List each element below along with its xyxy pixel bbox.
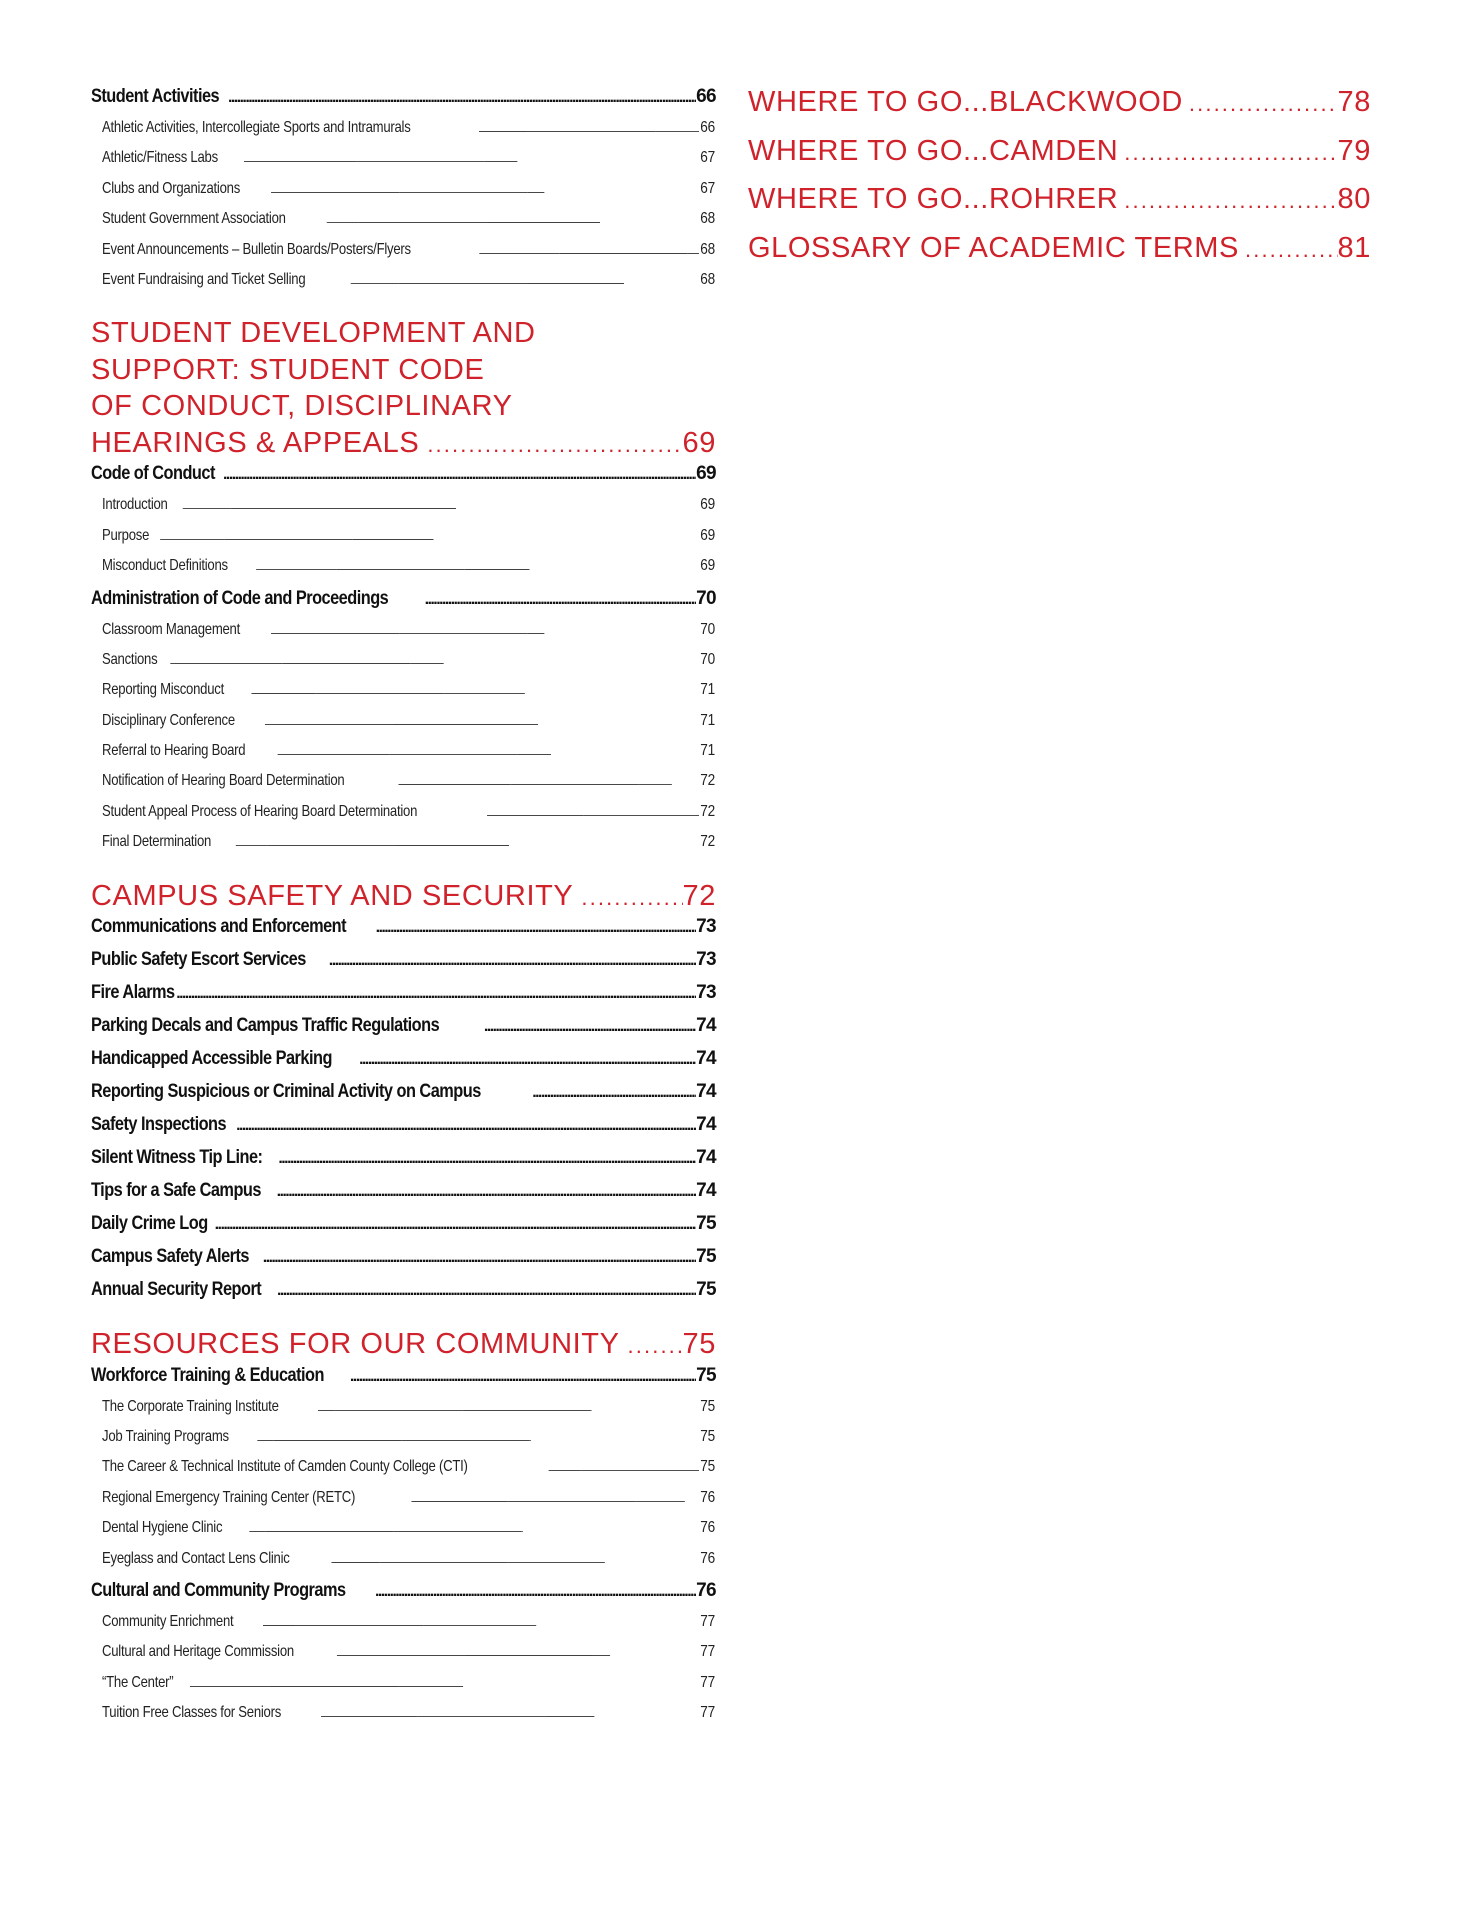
leader-dots bbox=[581, 878, 682, 917]
entry-title: Daily Crime Log bbox=[91, 1213, 208, 1235]
heading-line: SUPPORT: STUDENT CODE bbox=[91, 353, 485, 386]
toc-subentry[interactable] bbox=[91, 180, 716, 210]
toc-right-column bbox=[748, 84, 1371, 278]
page-number: 66 bbox=[696, 86, 716, 107]
heading-text: CAMPUS SAFETY AND SECURITY bbox=[91, 879, 574, 912]
section-heading-student-development[interactable] bbox=[91, 315, 716, 463]
page-number: 68 bbox=[700, 270, 715, 288]
page-number: 74 bbox=[696, 1015, 716, 1037]
toc-subentry[interactable] bbox=[91, 1643, 716, 1673]
toc-subentry[interactable] bbox=[91, 712, 716, 742]
page-number: 69 bbox=[682, 426, 716, 459]
heading-text: WHERE TO GO...BLACKWOOD bbox=[748, 86, 1183, 118]
page-number: 75 bbox=[682, 1328, 716, 1361]
page-number: 69 bbox=[696, 463, 716, 485]
page-number: 76 bbox=[700, 1519, 715, 1537]
toc-subentry[interactable] bbox=[91, 271, 716, 301]
page-number: 66 bbox=[700, 119, 715, 136]
entry-title: Sanctions bbox=[102, 650, 158, 668]
leader-dots bbox=[243, 149, 698, 167]
page-number: 67 bbox=[700, 179, 715, 197]
entry-title: Introduction bbox=[102, 496, 168, 514]
leader-dots bbox=[317, 1398, 698, 1416]
leader-dots bbox=[1124, 133, 1337, 172]
toc-entry[interactable] bbox=[91, 1279, 716, 1312]
page-number: 74 bbox=[696, 1114, 716, 1136]
toc-subentry[interactable] bbox=[91, 651, 716, 681]
heading-text: WHERE TO GO...CAMDEN bbox=[748, 134, 1119, 167]
leader-dots bbox=[329, 949, 696, 971]
entry-title: Dental Hygiene Clinic bbox=[102, 1519, 223, 1537]
leader-dots bbox=[264, 712, 699, 730]
page-number: 71 bbox=[700, 711, 715, 729]
toc-subentry[interactable] bbox=[91, 527, 716, 557]
entry-title: Handicapped Accessible Parking bbox=[91, 1048, 332, 1070]
entry-title: Student Appeal Process of Hearing Board Determination bbox=[102, 802, 418, 820]
entry-title: The Career & Technical Institute of Camden County College (CTI) bbox=[102, 1458, 468, 1476]
leader-dots bbox=[1245, 230, 1338, 269]
page-number: 75 bbox=[696, 1364, 716, 1386]
toc-subentry[interactable] bbox=[91, 833, 716, 863]
toc-left-column bbox=[91, 86, 716, 1735]
leader-dots bbox=[1189, 84, 1338, 123]
page-number: 79 bbox=[1337, 134, 1371, 167]
entry-title: Student Government Association bbox=[102, 210, 286, 228]
toc-subentry[interactable] bbox=[91, 621, 716, 651]
entry-title: Safety Inspections bbox=[91, 1114, 227, 1136]
heading-line: OF CONDUCT, DISCIPLINARY bbox=[91, 390, 513, 423]
heading-text: RESOURCES FOR OUR COMMUNITY bbox=[91, 1328, 620, 1361]
page-number: 71 bbox=[700, 742, 715, 760]
page-number: 67 bbox=[700, 149, 715, 167]
page-number: 73 bbox=[696, 982, 716, 1004]
toc-subentry[interactable] bbox=[91, 1674, 716, 1704]
leader-dots bbox=[249, 1519, 699, 1537]
page-number: 74 bbox=[696, 1180, 716, 1202]
entry-title: Disciplinary Conference bbox=[102, 711, 235, 729]
page-number: 81 bbox=[1337, 231, 1371, 264]
leader-dots bbox=[486, 803, 698, 821]
toc-subentry[interactable] bbox=[91, 1613, 716, 1643]
entry-title: Annual Security Report bbox=[91, 1279, 262, 1301]
toc-entry[interactable] bbox=[91, 1048, 716, 1081]
page-number: 77 bbox=[700, 1704, 715, 1722]
leader-dots bbox=[320, 1704, 698, 1722]
page-number: 70 bbox=[696, 587, 716, 609]
entry-title: Silent Witness Tip Line: bbox=[91, 1147, 263, 1169]
page-number: 69 bbox=[700, 557, 715, 575]
toc-subentry[interactable] bbox=[91, 149, 716, 179]
leader-dots bbox=[548, 1458, 699, 1476]
page-number: 72 bbox=[700, 802, 715, 820]
leader-dots bbox=[427, 425, 682, 464]
leader-dots bbox=[263, 1246, 696, 1268]
page-number: 75 bbox=[696, 1213, 716, 1235]
toc-subentry[interactable] bbox=[91, 1519, 716, 1549]
entry-title: Referral to Hearing Board bbox=[102, 742, 246, 760]
leader-dots bbox=[479, 241, 699, 259]
toc-heading-where-camden[interactable] bbox=[748, 133, 1371, 182]
heading-last-line bbox=[91, 425, 716, 464]
leader-dots bbox=[277, 1279, 696, 1301]
entry-title: “The Center” bbox=[102, 1673, 174, 1691]
toc-subentry[interactable] bbox=[91, 496, 716, 526]
leader-dots bbox=[189, 1674, 699, 1692]
toc-subentry[interactable] bbox=[91, 1428, 716, 1458]
leader-dots bbox=[170, 651, 699, 669]
leader-dots bbox=[236, 1114, 696, 1136]
page-number: 73 bbox=[696, 916, 716, 938]
heading-line: HEARINGS & APPEALS bbox=[91, 426, 420, 459]
toc-subentry[interactable] bbox=[91, 1704, 716, 1734]
entry-title: Fire Alarms bbox=[91, 982, 175, 1004]
page-number: 70 bbox=[700, 620, 715, 638]
entry-title: Workforce Training & Education bbox=[91, 1364, 324, 1386]
toc-subentry[interactable] bbox=[91, 681, 716, 711]
page-number: 74 bbox=[696, 1048, 716, 1070]
heading-text: GLOSSARY OF ACADEMIC TERMS bbox=[748, 231, 1239, 264]
page-number: 71 bbox=[700, 681, 715, 699]
leader-dots bbox=[257, 1428, 699, 1446]
leader-dots bbox=[350, 1365, 696, 1387]
toc-subentry[interactable] bbox=[91, 1489, 716, 1519]
page-number: 75 bbox=[700, 1458, 715, 1476]
toc-entry-student-activities[interactable] bbox=[91, 86, 716, 119]
page-number: 70 bbox=[700, 650, 715, 668]
heading-line: STUDENT DEVELOPMENT AND bbox=[91, 317, 536, 350]
toc-entry[interactable] bbox=[91, 1114, 716, 1147]
entry-title: Community Enrichment bbox=[102, 1612, 234, 1630]
leader-dots bbox=[182, 496, 699, 514]
page-number: 69 bbox=[700, 526, 715, 544]
leader-dots bbox=[326, 210, 699, 228]
entry-title: Notification of Hearing Board Determination bbox=[102, 772, 345, 790]
entry-title: Clubs and Organizations bbox=[102, 179, 241, 197]
page-number: 77 bbox=[700, 1643, 715, 1661]
leader-dots bbox=[228, 86, 696, 108]
student-activities-list bbox=[91, 119, 716, 301]
toc-subentry[interactable] bbox=[91, 1550, 716, 1580]
leader-dots bbox=[160, 527, 699, 545]
heading-text: WHERE TO GO...ROHRER bbox=[748, 183, 1119, 215]
section-heading-campus-safety[interactable] bbox=[91, 878, 716, 917]
page-number: 78 bbox=[1337, 86, 1371, 118]
toc-heading-where-blackwood[interactable] bbox=[748, 84, 1371, 133]
leader-dots bbox=[1124, 181, 1337, 220]
page-number: 76 bbox=[700, 1549, 715, 1567]
page-number: 75 bbox=[700, 1428, 715, 1446]
toc-entry-cultural[interactable] bbox=[91, 1580, 716, 1613]
entry-title: Student Activities bbox=[91, 86, 220, 107]
entry-title: Public Safety Escort Services bbox=[91, 949, 306, 971]
entry-title: Campus Safety Alerts bbox=[91, 1246, 249, 1268]
toc-entry[interactable] bbox=[91, 949, 716, 982]
leader-dots bbox=[532, 1081, 696, 1103]
toc-entry[interactable] bbox=[91, 1213, 716, 1246]
leader-dots bbox=[270, 621, 698, 639]
section-heading-resources[interactable] bbox=[91, 1326, 716, 1365]
toc-entry[interactable] bbox=[91, 1015, 716, 1048]
page-number: 77 bbox=[700, 1612, 715, 1630]
entry-title: Eyeglass and Contact Lens Clinic bbox=[102, 1549, 290, 1567]
toc-heading-where-rohrer[interactable] bbox=[748, 181, 1371, 230]
leader-dots bbox=[223, 463, 696, 485]
leader-dots bbox=[628, 1326, 683, 1365]
leader-dots bbox=[398, 772, 699, 790]
page-number: 72 bbox=[682, 879, 716, 912]
page-number: 76 bbox=[700, 1488, 715, 1506]
entry-title: Purpose bbox=[102, 526, 150, 544]
leader-dots bbox=[262, 1613, 699, 1631]
toc-subentry[interactable] bbox=[91, 241, 716, 271]
entry-title: Event Fundraising and Ticket Selling bbox=[102, 270, 306, 288]
toc-subentry[interactable] bbox=[91, 557, 716, 587]
leader-dots bbox=[255, 557, 698, 575]
toc-entry[interactable] bbox=[91, 916, 716, 949]
leader-dots bbox=[331, 1550, 699, 1568]
toc-subentry[interactable] bbox=[91, 742, 716, 772]
entry-title: Administration of Code and Proceedings bbox=[91, 587, 389, 609]
entry-title: Communications and Enforcement bbox=[91, 916, 347, 938]
leader-dots bbox=[215, 1213, 696, 1235]
entry-title: Reporting Misconduct bbox=[102, 681, 224, 699]
page-number: 75 bbox=[700, 1397, 715, 1415]
page-number: 68 bbox=[700, 240, 715, 258]
toc-entry[interactable] bbox=[91, 982, 716, 1015]
entry-title: Event Announcements – Bulletin Boards/Posters/Flyers bbox=[102, 240, 411, 258]
leader-dots bbox=[176, 982, 696, 1004]
entry-title: Misconduct Definitions bbox=[102, 557, 228, 575]
leader-dots bbox=[375, 1580, 696, 1602]
leader-dots bbox=[277, 742, 699, 760]
toc-subentry[interactable] bbox=[91, 772, 716, 802]
entry-title: Athletic/Fitness Labs bbox=[102, 149, 218, 167]
toc-entry[interactable] bbox=[91, 1081, 716, 1114]
entry-title: Athletic Activities, Intercollegiate Sports and Intramurals bbox=[102, 119, 411, 136]
entry-title: Tuition Free Classes for Seniors bbox=[102, 1704, 282, 1722]
page-number: 80 bbox=[1337, 183, 1371, 215]
toc-entry[interactable] bbox=[91, 1180, 716, 1213]
page-number: 75 bbox=[696, 1246, 716, 1268]
toc-entry[interactable] bbox=[91, 1147, 716, 1180]
leader-dots bbox=[359, 1048, 696, 1070]
leader-dots bbox=[270, 180, 698, 198]
entry-title: Job Training Programs bbox=[102, 1428, 229, 1446]
entry-title: Code of Conduct bbox=[91, 463, 215, 485]
toc-subentry[interactable] bbox=[91, 210, 716, 240]
toc-subentry[interactable] bbox=[91, 119, 716, 149]
entry-title: The Corporate Training Institute bbox=[102, 1397, 279, 1415]
page-number: 76 bbox=[696, 1579, 716, 1601]
leader-dots bbox=[478, 119, 699, 137]
page-number: 68 bbox=[700, 210, 715, 228]
entry-title: Regional Emergency Training Center (RETC) bbox=[102, 1488, 356, 1506]
entry-title: Cultural and Heritage Commission bbox=[102, 1643, 294, 1661]
page-number: 72 bbox=[700, 833, 715, 851]
entry-title: Reporting Suspicious or Criminal Activity on Campus bbox=[91, 1081, 481, 1103]
toc-subentry[interactable] bbox=[91, 1458, 716, 1488]
leader-dots bbox=[278, 1147, 696, 1169]
entry-title: Cultural and Community Programs bbox=[91, 1579, 346, 1601]
leader-dots bbox=[336, 1643, 699, 1661]
page-number: 69 bbox=[700, 496, 715, 514]
leader-dots bbox=[251, 681, 699, 699]
leader-dots bbox=[350, 271, 699, 289]
entry-title: Parking Decals and Campus Traffic Regulations bbox=[91, 1015, 440, 1037]
leader-dots bbox=[411, 1489, 699, 1507]
entry-title: Tips for a Safe Campus bbox=[91, 1180, 261, 1202]
toc-entry-administration[interactable] bbox=[91, 588, 716, 621]
leader-dots bbox=[484, 1015, 696, 1037]
page-number: 72 bbox=[700, 772, 715, 790]
leader-dots bbox=[376, 916, 696, 938]
leader-dots bbox=[235, 833, 699, 851]
toc-entry[interactable] bbox=[91, 1246, 716, 1279]
page-number: 75 bbox=[696, 1279, 716, 1301]
entry-title: Classroom Management bbox=[102, 620, 241, 638]
page-number: 74 bbox=[696, 1147, 716, 1169]
toc-subentry[interactable] bbox=[91, 803, 716, 833]
leader-dots bbox=[425, 588, 696, 610]
campus-safety-list bbox=[91, 916, 716, 1312]
page-number: 73 bbox=[696, 949, 716, 971]
entry-title: Final Determination bbox=[102, 833, 212, 851]
toc-entry-code-of-conduct[interactable] bbox=[91, 463, 716, 496]
page-number: 74 bbox=[696, 1081, 716, 1103]
toc-entry-workforce[interactable] bbox=[91, 1365, 716, 1398]
toc-subentry[interactable] bbox=[91, 1398, 716, 1428]
page-number: 77 bbox=[700, 1673, 715, 1691]
leader-dots bbox=[277, 1180, 696, 1202]
toc-heading-glossary[interactable] bbox=[748, 230, 1371, 279]
